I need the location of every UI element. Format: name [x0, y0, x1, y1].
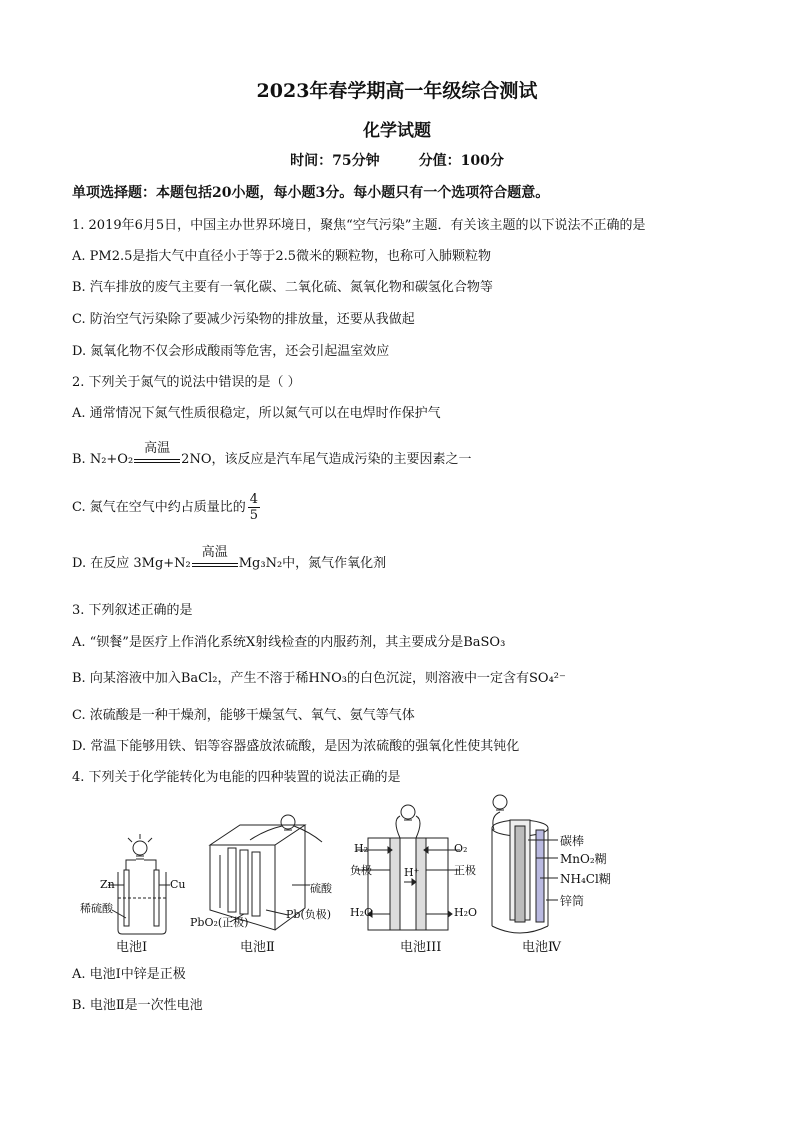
q2-d-reactants: D. 在反应 3Mg+N₂	[72, 556, 191, 571]
q3-option-c: C. 浓硫酸是一种干燥剂，能够干燥氢气、氧气、氨气等气体	[72, 708, 415, 723]
cell-3-hplus-label: H⁺	[404, 866, 420, 879]
cell-3-water-right-label: H₂O	[454, 906, 478, 919]
cell-3-o2-label: O₂	[454, 842, 468, 855]
q2-stem: 2. 下列关于氮气的说法中错误的是（ ）	[72, 375, 301, 390]
q3-option-d: D. 常温下能够用铁、铝等容器盛放浓硫酸，是因为浓硫酸的强氧化性使其钝化	[72, 739, 520, 754]
q1-option-b: B. 汽车排放的废气主要有一氧化碳、二氧化硫、氮氧化物和碳氢化合物等	[72, 280, 493, 295]
q2-option-b	[72, 440, 472, 467]
reaction-condition-arrow	[192, 544, 238, 571]
q2-option-d	[72, 544, 387, 571]
cell-2-pbo2-label: PbO₂(正极)	[190, 916, 249, 929]
cell-2-pb-label: Pb(负极)	[286, 908, 332, 921]
cell-4-mno2-label: MnO₂糊	[560, 852, 607, 866]
battery-diagrams	[70, 790, 730, 960]
q1-option-c: C. 防治空气污染除了要减少污染物的排放量，还要从我做起	[72, 312, 415, 327]
reaction-condition: 高温	[144, 440, 171, 456]
q2-c-text: C. 氮气在空气中约占质量比的	[72, 500, 246, 515]
exam-time: 时间：75分钟	[290, 153, 380, 169]
q3-option-b: B. 向某溶液中加入BaCl₂，产生不溶于稀HNO₃的白色沉淀，则溶液中一定含有SO₄²⁻	[72, 671, 566, 686]
cell-3-h2-label: H₂	[354, 842, 369, 855]
q1-option-a: A. PM2.5是指大气中直径小于等于2.5微米的颗粒物，也称可入肺颗粒物	[72, 249, 492, 264]
battery-figure	[70, 790, 730, 960]
q4-stem: 4. 下列关于化学能转化为电能的四种装置的说法正确的是	[72, 770, 401, 785]
fraction	[248, 492, 260, 523]
q4-option-b: B. 电池Ⅱ是一次性电池	[72, 998, 203, 1013]
q1-option-d: D. 氮氧化物不仅会形成酸雨等危害，还会引起温室效应	[72, 344, 390, 359]
section-heading: 单项选择题：本题包括20小题，每小题3分。每小题只有一个选项符合题意。	[72, 185, 550, 201]
q2-b-reactants: B. N₂+O₂	[72, 452, 134, 467]
cell-3-water-left-label: H₂O	[350, 906, 374, 919]
cell-2-caption: 电池Ⅱ	[240, 940, 275, 955]
cell-4-nh4cl-label: NH₄Cl糊	[560, 872, 611, 886]
exam-meta	[0, 150, 794, 170]
q2-d-products: Mg₃N₂中，氮气作氧化剂	[238, 556, 387, 571]
fraction-denominator: 5	[249, 508, 259, 523]
cell-1-acid-label: 稀硫酸	[80, 902, 113, 915]
cell-4-caption: 电池Ⅳ	[522, 940, 561, 955]
cell-4-rod-label: 碳棒	[560, 834, 585, 848]
exam-score: 分值：100分	[418, 153, 504, 169]
cell-4-drawing	[492, 795, 558, 933]
cell-1-zn-label: Zn	[100, 878, 115, 891]
cell-1-caption: 电池Ⅰ	[116, 940, 148, 955]
q2-b-products: 2NO，该反应是汽车尾气造成污染的主要因素之一	[181, 452, 472, 467]
cell-1-cu-label: Cu	[170, 878, 186, 891]
cell-3-positive-label: 正极	[454, 864, 476, 877]
cell-3-negative-label: 负极	[350, 864, 372, 877]
q2-option-c	[72, 492, 260, 523]
reaction-condition: 高温	[201, 544, 228, 560]
cell-2-acid-label: 硫酸	[310, 882, 332, 895]
q4-option-a: A. 电池Ⅰ中锌是正极	[72, 967, 186, 982]
fraction-numerator: 4	[249, 492, 259, 507]
q1-stem: 1. 2019年6月5日，中国主办世界环境日，聚焦“空气污染”主题．有关该主题的以下说法不正确的是	[72, 218, 646, 233]
cell-4-zinc-label: 锌筒	[560, 894, 585, 908]
exam-title: 2023年春学期高一年级综合测试	[256, 80, 538, 102]
q3-option-a: A. “钡餐”是医疗上作消化系统X射线检查的内服药剂，其主要成分是BaSO₃	[72, 635, 506, 650]
q3-stem: 3. 下列叙述正确的是	[72, 603, 193, 618]
reaction-condition-arrow	[134, 440, 180, 467]
q2-option-a: A. 通常情况下氮气性质很稳定，所以氮气可以在电焊时作保护气	[72, 406, 441, 421]
cell-1-drawing	[108, 834, 170, 934]
cell-3-caption: 电池III	[400, 940, 442, 955]
exam-subject: 化学试题	[363, 121, 431, 141]
